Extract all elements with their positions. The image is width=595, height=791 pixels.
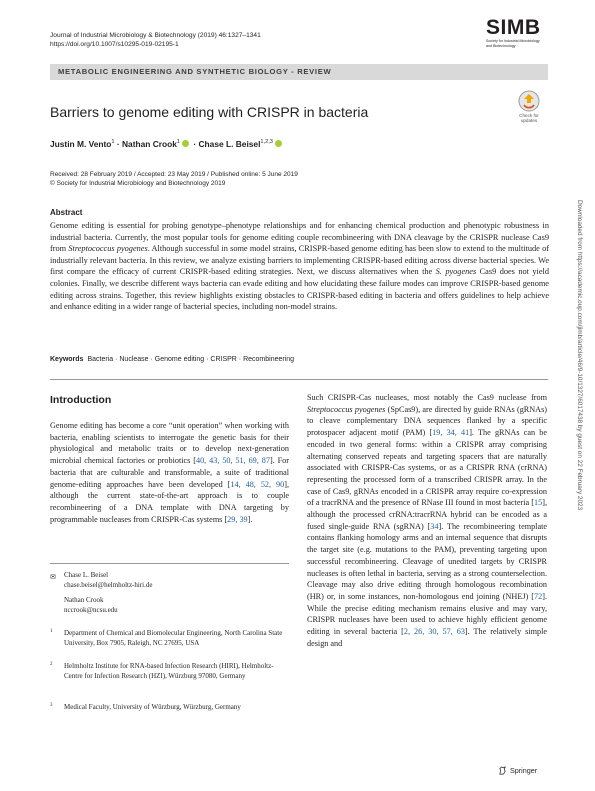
affiliation-text: Helmholtz Institute for RNA-based Infection Research (HIRI), Helmholtz-Centre for Infection Research (HZI), Würzburg 97080, Germany: [64, 662, 274, 680]
check-for-updates-badge[interactable]: [511, 90, 547, 126]
section-divider: [50, 379, 548, 380]
citation-link[interactable]: 72: [534, 591, 543, 601]
springer-horse-icon: [498, 766, 507, 775]
simb-logo-text: SIMB: [486, 16, 541, 39]
abstract-heading: Abstract: [50, 208, 83, 217]
keywords-label: Keywords: [50, 356, 84, 363]
keywords-list: Bacteria · Nuclease · Genome editing · CRISPR · Recombineering: [87, 356, 295, 363]
species-name: S. pyogenes: [435, 267, 477, 277]
publisher-name: Springer: [510, 766, 538, 775]
download-watermark: [576, 200, 595, 511]
author-name[interactable]: Chase L. Beisel: [198, 139, 261, 149]
species-name: Streptococcus pyogenes: [307, 404, 386, 414]
author-name[interactable]: Justin M. Vento: [50, 139, 112, 149]
affiliation-item: [50, 703, 289, 713]
corresponding-author: [64, 596, 289, 615]
introduction-heading: Introduction: [50, 394, 112, 406]
orcid-icon[interactable]: [275, 140, 282, 147]
footnote-divider: [50, 563, 289, 564]
citation-link[interactable]: 34: [430, 521, 439, 531]
banner-text: METABOLIC ENGINEERING AND SYNTHETIC BIOLOGY - REVIEW: [58, 67, 332, 76]
download-notice-text: Downloaded from https://academic.oup.com/jimb/article/46/9-10/1327/6017438 by guest on 22 February 2023: [576, 200, 583, 511]
correspondence-email[interactable]: chase.beisel@helmholtz-hiri.de: [64, 580, 153, 589]
correspondence-email[interactable]: nccrook@ncsu.edu: [64, 605, 118, 614]
abstract-text: Genome editing is essential for probing genotype–phenotype relationships and for enhancing chemical production and phenotypic robustness in industrial bacteria. Currently, the most popular tools for genome editing couple recombineering with DNA cleavage by the CRISPR nuclease Cas9 from Streptococcus pyogenes. Although successful in some model strains, CRISPR-based genome editing has been slow to extend to the multitude of industrially relevant bacteria. In this review, we analyze existing barriers to implementing CRISPR-based editing across diverse bacterial species. We first compare the efficacy of current CRISPR-based editing strategies. Next, we discuss alternatives when the S. pyogenes Cas9 does not yield colonies. Finally, we describe different ways bacteria can evade editing and how elucidating these failure modes can improve CRISPR-based genome editing across strains. Together, this review highlights existing obstacles to CRISPR-based editing in bacteria and offers guidelines to help achieve and enhance editing in a wider range of bacterial species, including non-model strains.: [50, 221, 549, 312]
citation-link[interactable]: 19, 34, 41: [432, 428, 470, 438]
citation-link[interactable]: 29, 39: [227, 514, 248, 524]
article-title: Barriers to genome editing with CRISPR in bacteria: [50, 104, 369, 120]
author-separator: ·: [191, 139, 199, 149]
author-affiliation-mark: 1,2,3: [260, 139, 273, 146]
simb-logo-subtitle: Society for Industrial Microbiology and Biotechnology: [486, 39, 540, 48]
citation-link[interactable]: 14, 48, 52, 90: [230, 479, 285, 489]
affiliation-item: [50, 662, 289, 681]
correspondence-name: Chase L. Beisel: [64, 571, 109, 579]
affiliation-number: 1: [50, 629, 53, 634]
author-affiliation-mark: 1: [111, 139, 115, 146]
orcid-icon[interactable]: [182, 140, 189, 147]
author-name[interactable]: Nathan Crook: [122, 139, 177, 149]
affiliation-text: Medical Faculty, University of Würzburg, Würzburg, Germany: [64, 703, 241, 711]
received-accepted-dates: Received: 28 February 2019 / Accepted: 23 May 2019 / Published online: 5 June 2019: [50, 171, 298, 178]
springer-logo: [498, 766, 537, 775]
journal-citation: Journal of Industrial Microbiology & Biotechnology (2019) 46:1327–1341: [50, 32, 261, 39]
correspondence-name: Nathan Crook: [64, 596, 104, 605]
journal-header: [50, 31, 261, 49]
section-banner: [50, 64, 548, 80]
affiliation-text: Department of Chemical and Biomolecular Engineering, North Carolina State University, Box 7905, Raleigh, NC 27695, USA: [64, 629, 283, 647]
doi-link[interactable]: https://doi.org/10.1007/s10295-019-02195-1: [50, 41, 179, 48]
copyright-notice: © Society for Industrial Microbiology and Biotechnology 2019: [50, 180, 226, 187]
affiliation-item: [50, 629, 289, 648]
correspondence-block: [50, 571, 289, 621]
check-for-updates-label: Check for updates: [519, 113, 539, 124]
publication-dates: [50, 170, 298, 188]
citation-link[interactable]: 2, 26, 30, 57, 63: [403, 627, 465, 637]
species-name: Streptococcus pyogenes: [68, 244, 148, 254]
simb-logo: [486, 17, 548, 48]
author-list: [50, 139, 284, 149]
right-column-text: Such CRISPR-Cas nucleases, most notably the Cas9 nuclease from Streptococcus pyogenes (SpCas9), are directed by guide RNAs (gRNAs) to cleave complementary DNA sequences flanked by a specific protospacer adjacent motif (PAM) [19, 34, 41]. The gRNAs can be encoded in two general forms: within a CRISPR array comprising alternating conserved repeats and targeting spacers that are naturally associated with CRISPR-Cas systems, or as a CRISPR RNA (crRNA) representing the processed form of a transcribed CRISPR array. In the case of Cas9, gRNAs encoded in a CRISPR array require co-expression of a tracrRNA and the presence of RNase III found in most bacteria [15], although the processed crRNA:tracrRNA hybrid can be encoded as a fused single-guide RNA (sgRNA) [34]. The recombineering template contains flanking homology arms and an internal sequence that disrupts the target site (e.g. mutations to the PAM), preventing targeting upon successful recombineering. Cleavage of unedited targets by CRISPR nucleases is often lethal in bacteria, serving as a strong counterselection. Cleavage may also drive editing through homologous recombination (HR) or, in some instances, non-homologous end joining (NHEJ) [72]. While the precise editing mechanism remains elusive and may vary, CRISPR nucleases have been used to achieve highly efficient genome editing in several bacteria [2, 26, 30, 57, 63]. The relatively simple design and: [307, 393, 548, 648]
author-separator: ·: [114, 139, 122, 149]
affiliation-number: 2: [50, 662, 53, 667]
author-affiliation-mark: 1: [176, 139, 181, 146]
envelope-icon: ✉: [50, 573, 56, 581]
left-column-text: Genome editing has become a core “unit operation” when working with bacteria, enabling scientists to interrogate the genetic basis for their physiological and metabolic traits or to develop next-generation microbial chemical factories or probiotics [40, 43, 50, 51, 69, 87]. For bacteria that are culturable and transformable, a suite of traditional genome-editing approaches have been developed [14, 48, 52, 90], although the current state-of-the-art approach is to couple recombineering of a DNA template with DNA targeting by programmable nucleases from CRISPR-Cas systems [29, 39].: [50, 421, 290, 524]
citation-link[interactable]: 15: [534, 498, 543, 508]
citation-link[interactable]: 40, 43, 50, 51, 69, 87: [195, 456, 270, 466]
affiliation-number: 3: [50, 703, 53, 708]
keywords-line: [50, 356, 294, 363]
corresponding-author: [64, 571, 289, 590]
check-for-updates-icon: [518, 90, 540, 112]
